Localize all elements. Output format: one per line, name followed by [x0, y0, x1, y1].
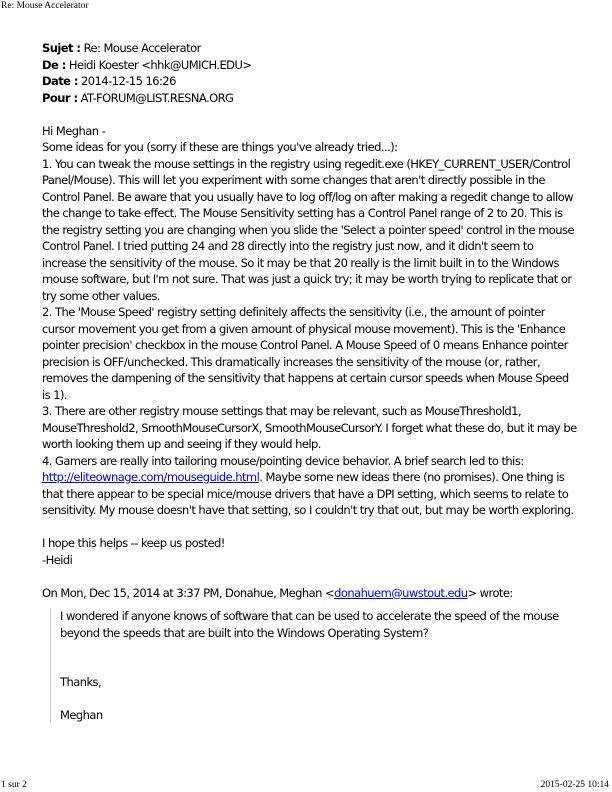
print-datetime: 2015-02-25 10:14 [540, 780, 609, 790]
signature: -Heidi [42, 552, 73, 567]
list-item-4 [42, 453, 577, 519]
intro-text: Some ideas for you (sorry if these are things you've already tried...): [42, 140, 398, 154]
page-number: 1 sur 2 [1, 780, 27, 790]
list-item-2: 2. The 'Mouse Speed' registry setting definitely affects the sensitivity (i.e., the amount of pointer cursor movement you get from a given amount of physical mouse movement). This is the 'Enhance pointer precision' checkbox in the mouse Control Panel. A Mouse Speed of 0 means Enhance pointer precision is OFF/unchecked. This dramatically increases the sensitivity of the mouse (or, rather, removes the dampening of the sensitivity that happens at certain cursor speeds when Mouse Speed is 1). [42, 305, 569, 402]
spacer [60, 691, 560, 708]
subject-label: Sujet : [42, 41, 81, 55]
list-item-4-text-start: 4. Gamers are really into tailoring mouse/pointing device behavior. A brief search led to this: [42, 453, 524, 468]
quoted-text: I wondered if anyone knows of software that can be used to accelerate the speed of the mouse beyond the speeds that are built into the Windows Operating System? [60, 609, 559, 640]
from-value: Heidi Koester <hhk@UMICH.EDU> [68, 57, 252, 72]
list-item-1: 1. You can tweak the mouse settings in the registry using regedit.exe (HKEY_CURRENT_USER/Control Panel/Mouse). This will let you experiment with some changes that aren't directly possible in the Control Panel. Be aware that you usually have to log off/log on after making a regedit change to allow the change to take effect. The Mouse Sensitivity setting has a Control Panel range of 2 to 20. This is the registry setting you are changing when you slide the 'Select a pointer speed' control in the mouse Control Panel. I tried putting 24 and 28 directly into the registry just now, and it didn't seem to increase the sensitivity of the mouse. So it may be that 20 really is the limit built in to the Windows mouse software, but I'm not sure. That was just a quick try; it may be worth trying to replicate that or try some other values. [42, 156, 574, 303]
to-line [42, 90, 577, 107]
spacer [60, 658, 560, 675]
from-line [42, 57, 577, 74]
to-value: AT-FORUM@LIST.RESNA.ORG [80, 90, 234, 105]
sender-email-link[interactable]: donahuem@uwstout.edu [334, 585, 468, 600]
date-value: 2014-12-15 16:26 [81, 74, 176, 88]
quote-attribution-start: On Mon, Dec 15, 2014 at 3:37 PM, Donahue, Meghan < [42, 585, 335, 600]
quote-attribution-end: > wrote: [467, 585, 513, 600]
email-message [42, 40, 577, 724]
from-label: De : [42, 57, 66, 72]
quoted-name: Meghan [60, 708, 103, 722]
quote-attribution [42, 585, 577, 602]
closing-text: I hope this helps -- keep us posted! [42, 536, 225, 550]
print-header-title: Re: Mouse Accelerator [1, 1, 89, 11]
spacer [42, 519, 577, 536]
greeting: Hi Meghan - [42, 123, 106, 138]
quoted-thanks: Thanks, [60, 675, 102, 689]
list-item-4-text-end: . Maybe some new ideas there (no promises). One thing is that there appear to be special mice/mouse drivers that have a DPI setting, which seems to relate to sensitivity. My mouse doesn't have that setting, so I couldn't try that out, but may be worth exploring. [42, 470, 574, 517]
spacer [60, 641, 560, 658]
subject-line [42, 40, 577, 57]
list-item-3: 3. There are other registry mouse settings that may be relevant, such as MouseThreshold1, MouseThreshold2, SmoothMouseCursorX, SmoothMouseCursorY. I forget what these do, but it may be worth looking them up and seeing if they would help. [42, 404, 577, 451]
mouseguide-link[interactable]: http://eliteownage.com/mouseguide.html [42, 470, 260, 484]
subject-value: Re: Mouse Accelerator [83, 41, 201, 55]
date-line [42, 73, 577, 90]
to-label: Pour : [42, 90, 78, 105]
date-label: Date : [42, 74, 78, 88]
quoted-message [50, 608, 560, 724]
